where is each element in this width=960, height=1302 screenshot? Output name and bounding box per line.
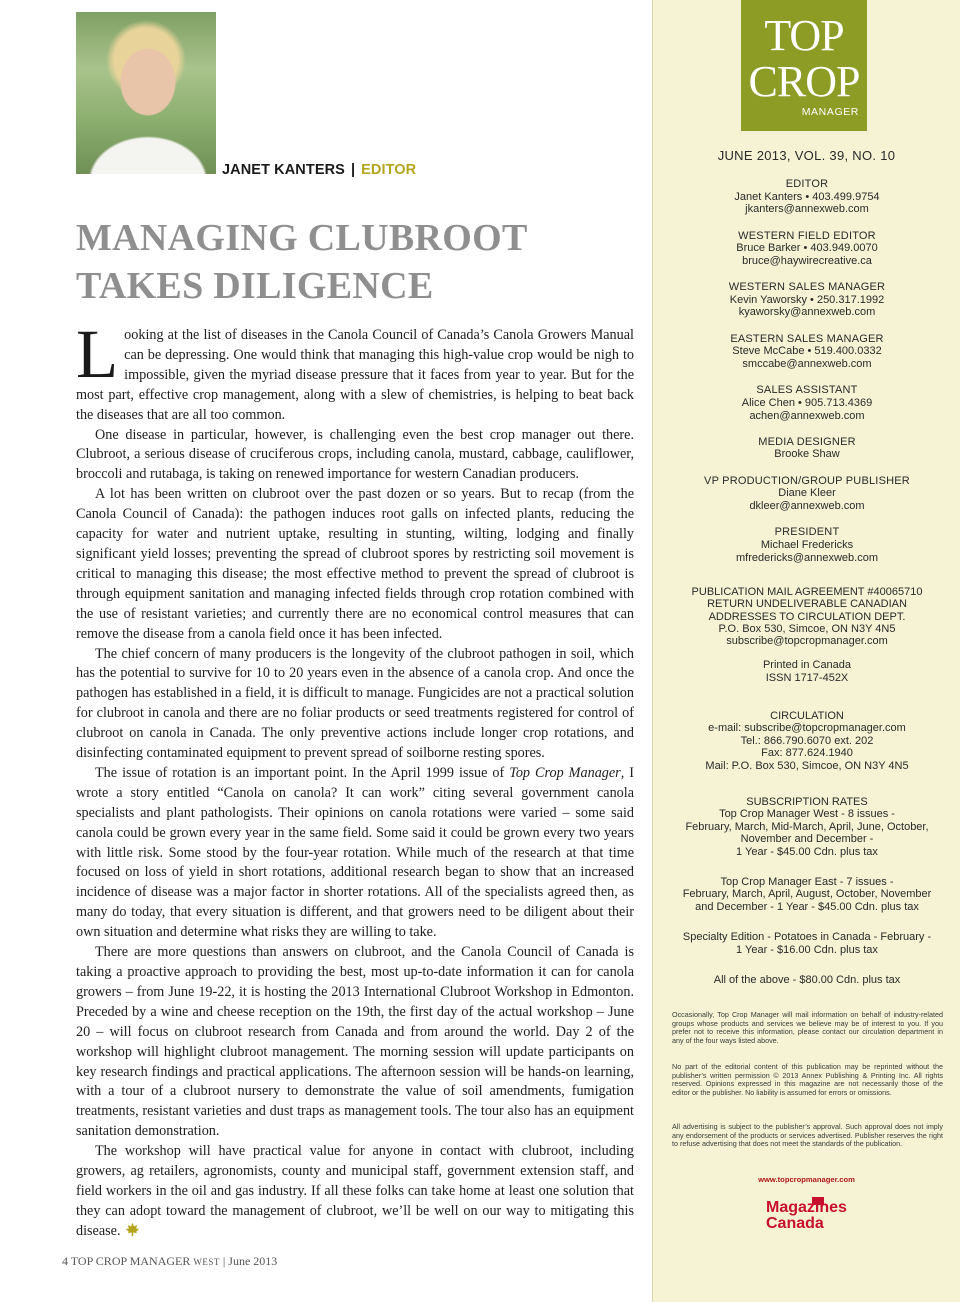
paragraph-1-text: ooking at the list of diseases in the Canola Council of Canada’s Canola Growers Manual can be depressing. One would think that managing this high-value crop would be nigh to impossible, given the myriad disease pressure that it faces from year to year. But for the most part, effective crop management, along with a slew of chemistries, is helping to beat back the diseases that are all too common. (76, 327, 634, 423)
rate-line: February, March, Mid-March, April, June, October, (685, 820, 929, 833)
paragraph-6: There are more questions than answers on clubroot, and the Canola Council of Canada is taking a proactive approach to providing the best, most up-to-date information it can for canola growers – from June 19-22, it is hosting the 2013 International Clubroot Workshop in Edmonton. Preceded by a wine and cheese reception on the 19th, the first day of the actual workshop – June 20 – will focus on clubroot research from Canada and from around the world. Day 2 of the workshop will highlight clubroot management. The morning session will update participants on key research findings and practical applications. The afternoon session will be hands-on learning, with a tour of a clubroot nursery to demonstrate the value of soil amendments, fumigation treatments, resistant varieties and dust traps as management tools. The tour also has an equipment sanitation demonstration. (76, 944, 634, 1140)
circulation-mail: Mail: P.O. Box 530, Simcoe, ON N3Y 4N5 (705, 759, 909, 772)
staff-entry (671, 526, 943, 564)
staff-contact: Alice Chen • 905.713.4369 (741, 396, 873, 409)
paragraph-2: One disease in particular, however, is challenging even the best crop manager out there. Clubroot, a serious disease of cruciferous crops, including canola, mustard, cabbage, cauliflower, broccoli and rutabaga, is taking on renewed importance for western Canadian producers. (76, 426, 634, 483)
staff-contact: Steve McCabe • 519.400.0332 (732, 345, 882, 358)
headline-line-1: MANAGING CLUBROOT (76, 217, 528, 259)
staff-contact: Janet Kanters • 403.499.9754 (734, 190, 880, 203)
magazines-canada-line-1: Magazines (766, 1199, 847, 1216)
publication-info (671, 586, 943, 696)
page-number: 4 (62, 1254, 68, 1268)
folio-date: June 2013 (228, 1254, 278, 1268)
byline-separator: | (350, 162, 356, 178)
rate-line: 1 Year - $45.00 Cdn. plus tax (736, 845, 878, 858)
byline (222, 162, 416, 178)
staff-entry (671, 333, 943, 371)
paragraph-7-text: The workshop will have practical value for anyone in contact with clubroot, including growers, ag retailers, agronomists, county and municipal staff, government extension staff, and field workers in the oil and gas industry. If all these folks can take home at least one solution that they can adopt toward the management of clubroot, we’ll be well on our way to mitigating this disease. (76, 1143, 634, 1239)
rate-line: Specialty Edition - Potatoes in Canada - February - (682, 931, 932, 944)
mail-agreement-line: ADDRESSES TO CIRCULATION DEPT. (708, 610, 906, 623)
issue-info: JUNE 2013, VOL. 39, NO. 10 (717, 148, 896, 163)
headline (76, 214, 636, 310)
paragraph-5 (76, 764, 634, 943)
staff-contact: Kevin Yaworsky • 250.317.1992 (729, 293, 885, 306)
paragraph-1 (76, 316, 634, 426)
advertising-notice: All advertising is subject to the publisher’s approval. Such approval does not imply any endorsement of the products or services advertised. Publisher reserves the right to refuse advertising that does not meet the standards of the publication. (672, 1122, 943, 1149)
staff-email: kyaworsky@annexweb.com (738, 306, 876, 319)
circulation-info (671, 710, 943, 772)
staff-email: dkleer@annexweb.com (749, 500, 865, 513)
staff-email: smccabe@annexweb.com (742, 357, 872, 370)
circulation-tel: Tel.: 866.790.6070 ext. 202 (740, 734, 874, 747)
staff-contact: Michael Fredericks (760, 539, 854, 552)
logo-word-manager: MANAGER (801, 106, 859, 118)
staff-contact: Brooke Shaw (774, 448, 840, 461)
magazine-title-italic: Top Crop Manager (509, 764, 621, 781)
issn: ISSN 1717-452X (765, 671, 849, 684)
rate-line: February, March, April, August, October, November (682, 888, 932, 901)
mailing-notice: Occasionally, Top Crop Manager will mail information on behalf of industry-related groups whose products and services we believe may be of interest to you. If you prefer not to receive this information, please contact our circulation department in any of the four ways listed above. (672, 1010, 943, 1046)
circulation-title: CIRCULATION (770, 710, 844, 722)
page-folio (62, 1254, 277, 1269)
rate-line: and December - 1 Year - $45.00 Cdn. plus tax (695, 900, 919, 913)
staff-email: jkanters@annexweb.com (745, 203, 869, 216)
staff-entry (671, 230, 943, 268)
paragraph-5-text-b: , I wrote a story entitled “Canola on canola? It can work” citing several government canola specialists and plant pathologists. Their opinions on canola rotations were varied – some said canola could be grown every year in the same field. Some said it could be grown every two years with little risk. Some stood by the four-year rotation. While much of the research at that time focused on loss of yield in short rotations, additional research began to show that an increased incidence of disease was a major factor in shorter rotations. All of the specialists agreed then, as many do today, that every situation is different, and that growers need to be diligent about their own situation and determine what risks they are willing to take. (76, 764, 634, 941)
rate-all: All of the above - $80.00 Cdn. plus tax (713, 974, 901, 987)
staff-list (671, 178, 943, 578)
editor-photo (76, 12, 216, 174)
top-crop-manager-logo (741, 0, 867, 131)
logo-word-crop: CROP (748, 57, 860, 106)
maple-leaf-icon (125, 1222, 140, 1237)
folio-magazine-name: TOP CROP MANAGER (70, 1254, 191, 1268)
mail-agreement-line: RETURN UNDELIVERABLE CANADIAN (707, 598, 907, 611)
staff-entry (671, 475, 943, 513)
rate-line: 1 Year - $16.00 Cdn. plus tax (736, 943, 878, 956)
author-name: JANET KANTERS (222, 162, 345, 178)
magazines-canada-logo (766, 1197, 862, 1235)
masthead-column (653, 0, 960, 1302)
mail-agreement (671, 586, 943, 647)
staff-title: SALES ASSISTANT (756, 384, 858, 397)
staff-entry (671, 384, 943, 422)
staff-email: bruce@haywirecreative.ca (742, 254, 872, 267)
rate-specialty (671, 931, 943, 956)
staff-title: EDITOR (785, 178, 829, 190)
drop-cap: L (76, 316, 119, 392)
staff-contact: Diane Kleer (778, 487, 836, 500)
rate-west (671, 796, 943, 858)
paragraph-4: The chief concern of many producers is the longevity of the clubroot pathogen in soil, which has the potential to survive for 10 to 20 years even in the absence of a canola crop. And once the pathogen has established in a field, it is difficult to manage. Fungicides are not a practical solution for clubroot in canola and there are no foliar products or seed treatments registered for control of clubroot on canola in Canada. The only preventive actions include longer crop rotations, and disinfecting contaminated equipment to prevent spread of soilborne resting spores. (76, 645, 634, 762)
mail-agreement-line: subscribe@topcropmanager.com (726, 635, 888, 648)
staff-entry (671, 436, 943, 461)
staff-email: mfredericks@annexweb.com (736, 551, 878, 564)
mail-agreement-line: P.O. Box 530, Simcoe, ON N3Y 4N5 (718, 622, 896, 635)
subscription-title: SUBSCRIPTION RATES (746, 796, 868, 808)
headline-line-2: TAKES DILIGENCE (76, 265, 434, 307)
staff-title: WESTERN FIELD EDITOR (738, 229, 876, 242)
rate-line: November and December - (740, 833, 874, 846)
logo-word-top: TOP (764, 11, 844, 60)
paragraph-3: A lot has been written on clubroot over the past dozen or so years. But to recap (from the Canola Council of Canada): the pathogen induces root galls on infected plants, reducing the capacity for water and nutrient uptake, resulting in stunting, wilting, lodging and finally significant yield losses; preventing the spread of clubroot spores by restricting soil movement is critical to managing this disease; the most effective method to prevent the spread of clubroot is through equipment sanitation and managing infected fields through crop rotation combined with the use of resistant varieties; and currently there are no economical control measures that can remove the disease from a canola field once it has been infected. (76, 486, 634, 642)
staff-title: EASTERN SALES MANAGER (730, 332, 884, 345)
folio-separator: | (222, 1254, 226, 1268)
website-link[interactable]: www.topcropmanager.com (758, 1175, 855, 1184)
staff-entry (671, 178, 943, 216)
staff-email: achen@annexweb.com (749, 409, 865, 422)
rate-line: Top Crop Manager East - 7 issues - (720, 876, 894, 889)
mail-agreement-line: PUBLICATION MAIL AGREEMENT #40065710 (691, 586, 923, 598)
printed-info (671, 659, 943, 684)
article-body (76, 316, 634, 1242)
paragraph-5-text-a: The issue of rotation is an important point. In the April 1999 issue of (95, 764, 510, 781)
printed-in: Printed in Canada (762, 659, 852, 672)
circulation-email: e-mail: subscribe@topcropmanager.com (708, 722, 906, 735)
copyright-notice: No part of the editorial content of this publication may be reprinted without the publisher’s written permission © 2013 Annex Publishing & Printing Inc. All rights reserved. Opinions expressed in this magazine are not necessarily those of the editor or the publisher. No liability is assumed for errors or omissions. (672, 1062, 943, 1098)
circulation-fax: Fax: 877.624.1940 (761, 747, 853, 760)
paragraph-7 (76, 1142, 634, 1242)
staff-title: PRESIDENT (774, 526, 840, 539)
folio-edition: WEST (193, 1257, 220, 1267)
staff-contact: Bruce Barker • 403.949.0070 (736, 242, 878, 255)
staff-title: WESTERN SALES MANAGER (728, 281, 886, 294)
subscription-rates (671, 796, 943, 986)
author-role: EDITOR (361, 162, 417, 178)
rate-line: Top Crop Manager West - 8 issues - (719, 808, 895, 821)
staff-entry (671, 281, 943, 319)
staff-title: MEDIA DESIGNER (758, 435, 856, 448)
magazines-canada-line-2: Canada (766, 1215, 824, 1232)
rate-east (671, 876, 943, 913)
staff-title: VP PRODUCTION/GROUP PUBLISHER (704, 474, 910, 487)
